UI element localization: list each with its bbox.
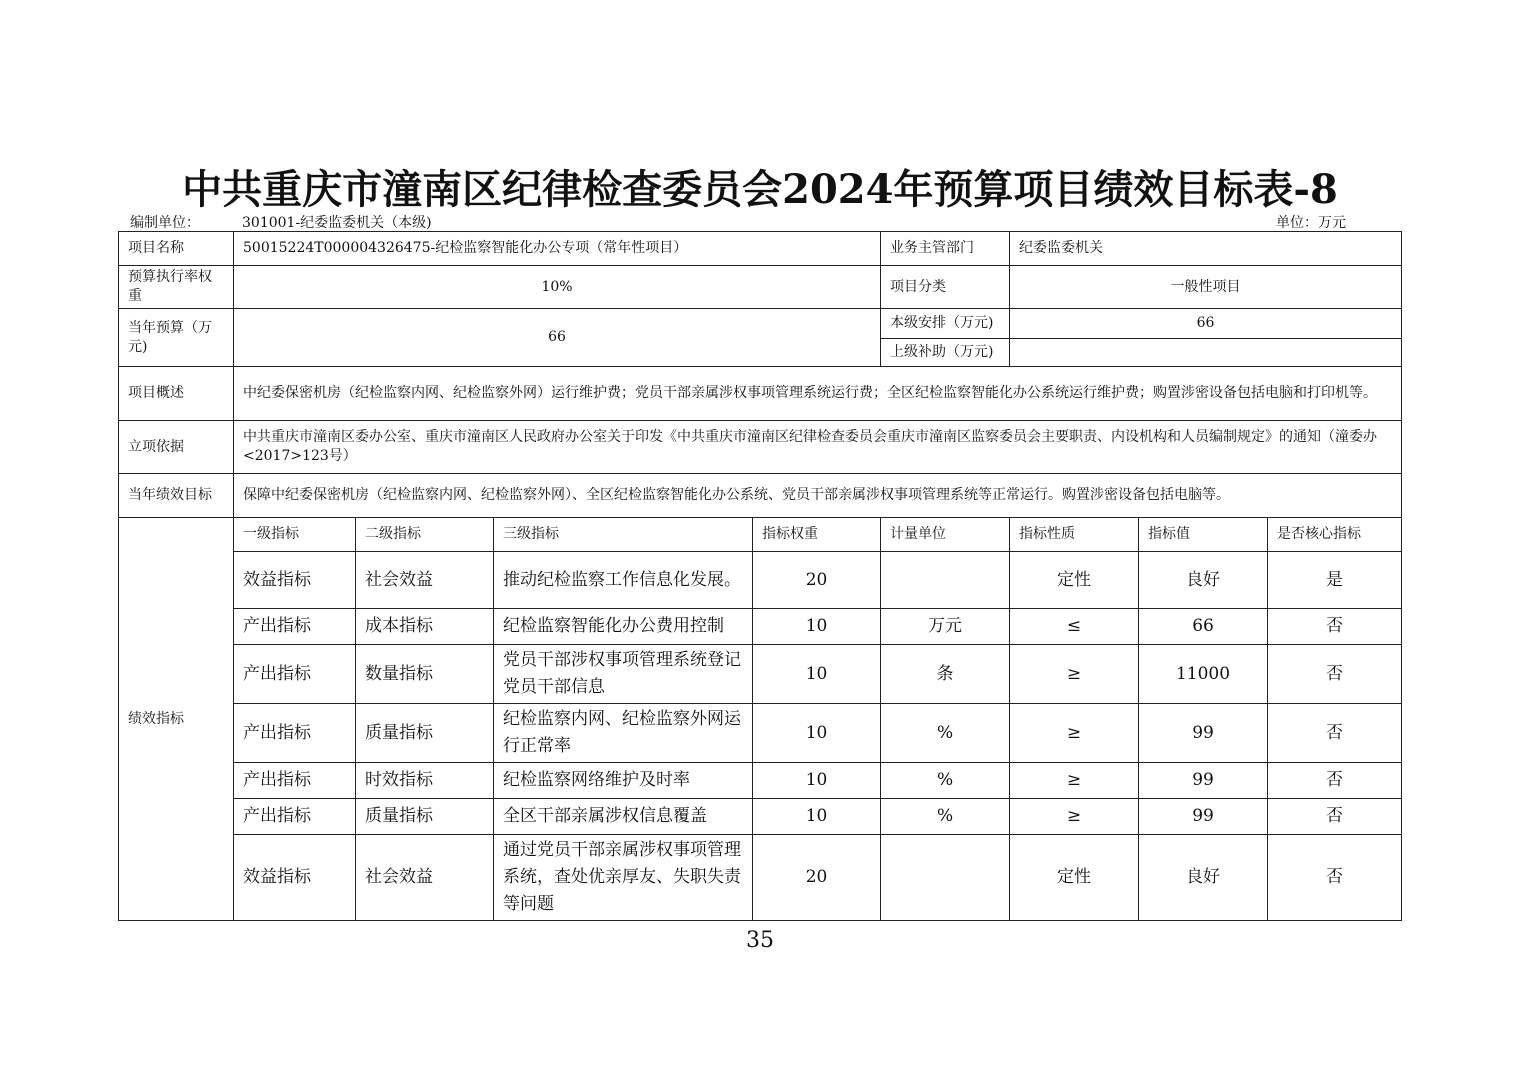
indicator-value: 99 [1139,704,1268,763]
indicator-l2: 社会效益 [356,835,494,921]
indicator-nature: ≥ [1010,763,1139,799]
indicator-weight: 20 [753,835,881,921]
basis-label: 立项依据 [119,421,234,474]
indicator-l1: 产出指标 [234,799,356,835]
indicator-unit: % [881,704,1010,763]
table-row [119,799,1402,835]
table-row [119,835,1402,921]
basis-row [119,421,1402,474]
table-row [119,704,1402,763]
indicator-l1: 产出指标 [234,763,356,799]
indicator-weight: 20 [753,552,881,609]
budget-row [119,309,1402,339]
indicator-l1: 产出指标 [234,609,356,645]
indicator-unit: 条 [881,645,1010,704]
indicator-nature: 定性 [1010,552,1139,609]
page-title: 中共重庆市潼南区纪律检查委员会2024年预算项目绩效目标表-8 [182,166,1338,213]
goal-label: 当年绩效目标 [119,474,234,518]
indicator-l3: 纪检监察内网、纪检监察外网运行正常率 [494,704,753,763]
indicator-value: 良好 [1139,835,1268,921]
indicator-core: 否 [1268,763,1402,799]
indicator-nature: ≤ [1010,609,1139,645]
project-name-row [119,232,1402,266]
indicator-l2: 社会效益 [356,552,494,609]
header-unit: 计量单位 [881,518,1010,552]
dept-value: 纪委监委机关 [1010,232,1402,266]
overview-label: 项目概述 [119,367,234,421]
upper-label: 上级补助（万元) [881,339,1010,367]
overview-value: 中纪委保密机房（纪检监察内网、纪检监察外网）运行维护费；党员干部亲属涉权事项管理系统运行费；全区纪检监察智能化办公系统运行维护费；购置涉密设备包括电脑和打印机等。 [234,367,1402,421]
performance-table [118,231,1402,921]
indicator-l3: 纪检监察智能化办公费用控制 [494,609,753,645]
indicator-l1: 产出指标 [234,704,356,763]
indicator-l3: 通过党员干部亲属涉权事项管理系统，查处优亲厚友、失职失责等问题 [494,835,753,921]
basis-value: 中共重庆市潼南区委办公室、重庆市潼南区人民政府办公室关于印发《中共重庆市潼南区纪律检查委员会重庆市潼南区监察委员会主要职责、内设机构和人员编制规定》的通知（潼委办<2017>123号） [234,421,1402,474]
indicator-l3: 纪检监察网络维护及时率 [494,763,753,799]
indicator-unit [881,552,1010,609]
header-nature: 指标性质 [1010,518,1139,552]
indicator-core: 否 [1268,609,1402,645]
indicator-value: 99 [1139,763,1268,799]
indicator-core: 否 [1268,645,1402,704]
upper-value [1010,339,1402,367]
indicator-weight: 10 [753,763,881,799]
indicator-value: 99 [1139,799,1268,835]
indicator-nature: ≥ [1010,704,1139,763]
goal-row [119,474,1402,518]
indicator-l2: 质量指标 [356,799,494,835]
page-number: 35 [746,928,774,953]
goal-value: 保障中纪委保密机房（纪检监察内网、纪检监察外网）、全区纪检监察智能化办公系统、党员干部亲属涉权事项管理系统等正常运行。购置涉密设备包括电脑等。 [234,474,1402,518]
category-label: 项目分类 [881,266,1010,309]
indicator-weight: 10 [753,799,881,835]
indicator-unit: % [881,799,1010,835]
indicator-l1: 效益指标 [234,835,356,921]
overview-row [119,367,1402,421]
header-l2: 二级指标 [356,518,494,552]
header-l1: 一级指标 [234,518,356,552]
indicator-core: 否 [1268,835,1402,921]
project-name-value: 50015224T000004326475-纪检监察智能化办公专项（常年性项目） [234,232,881,266]
local-label: 本级安排（万元) [881,309,1010,339]
indicator-l2: 时效指标 [356,763,494,799]
indicator-l3: 推动纪检监察工作信息化发展。 [494,552,753,609]
indicator-l1: 产出指标 [234,645,356,704]
indicator-core: 否 [1268,704,1402,763]
indicator-unit: % [881,763,1010,799]
header-weight: 指标权重 [753,518,881,552]
indicator-value: 11000 [1139,645,1268,704]
rate-row [119,266,1402,309]
indicator-weight: 10 [753,609,881,645]
indicator-l3: 党员干部涉权事项管理系统登记党员干部信息 [494,645,753,704]
indicator-nature: ≥ [1010,799,1139,835]
budget-label: 当年预算（万元) [119,309,234,367]
indicator-section-label: 绩效指标 [119,518,234,921]
currency-unit: 单位：万元 [1276,215,1346,231]
indicator-nature: ≥ [1010,645,1139,704]
unit-label: 编制单位： [130,215,200,231]
indicator-value: 良好 [1139,552,1268,609]
indicator-nature: 定性 [1010,835,1139,921]
indicator-l3: 全区干部亲属涉权信息覆盖 [494,799,753,835]
indicator-l1: 效益指标 [234,552,356,609]
category-value: 一般性项目 [1010,266,1402,309]
compiling-unit [130,212,432,232]
header-core: 是否核心指标 [1268,518,1402,552]
rate-label: 预算执行率权重 [119,266,234,309]
table-row [119,552,1402,609]
header-value: 指标值 [1139,518,1268,552]
indicator-weight: 10 [753,704,881,763]
indicator-core: 否 [1268,799,1402,835]
table-row [119,609,1402,645]
table-row [119,763,1402,799]
indicator-l2: 数量指标 [356,645,494,704]
indicator-l2: 成本指标 [356,609,494,645]
indicator-core: 是 [1268,552,1402,609]
indicator-header-row [119,518,1402,552]
indicator-unit [881,835,1010,921]
table-row [119,645,1402,704]
indicator-weight: 10 [753,645,881,704]
unit-name: 301001-纪委监委机关（本级) [242,215,432,231]
indicator-value: 66 [1139,609,1268,645]
budget-value: 66 [234,309,881,367]
rate-value: 10% [234,266,881,309]
local-value: 66 [1010,309,1402,339]
header-l3: 三级指标 [494,518,753,552]
project-name-label: 项目名称 [119,232,234,266]
indicator-l2: 质量指标 [356,704,494,763]
indicator-unit: 万元 [881,609,1010,645]
dept-label: 业务主管部门 [881,232,1010,266]
